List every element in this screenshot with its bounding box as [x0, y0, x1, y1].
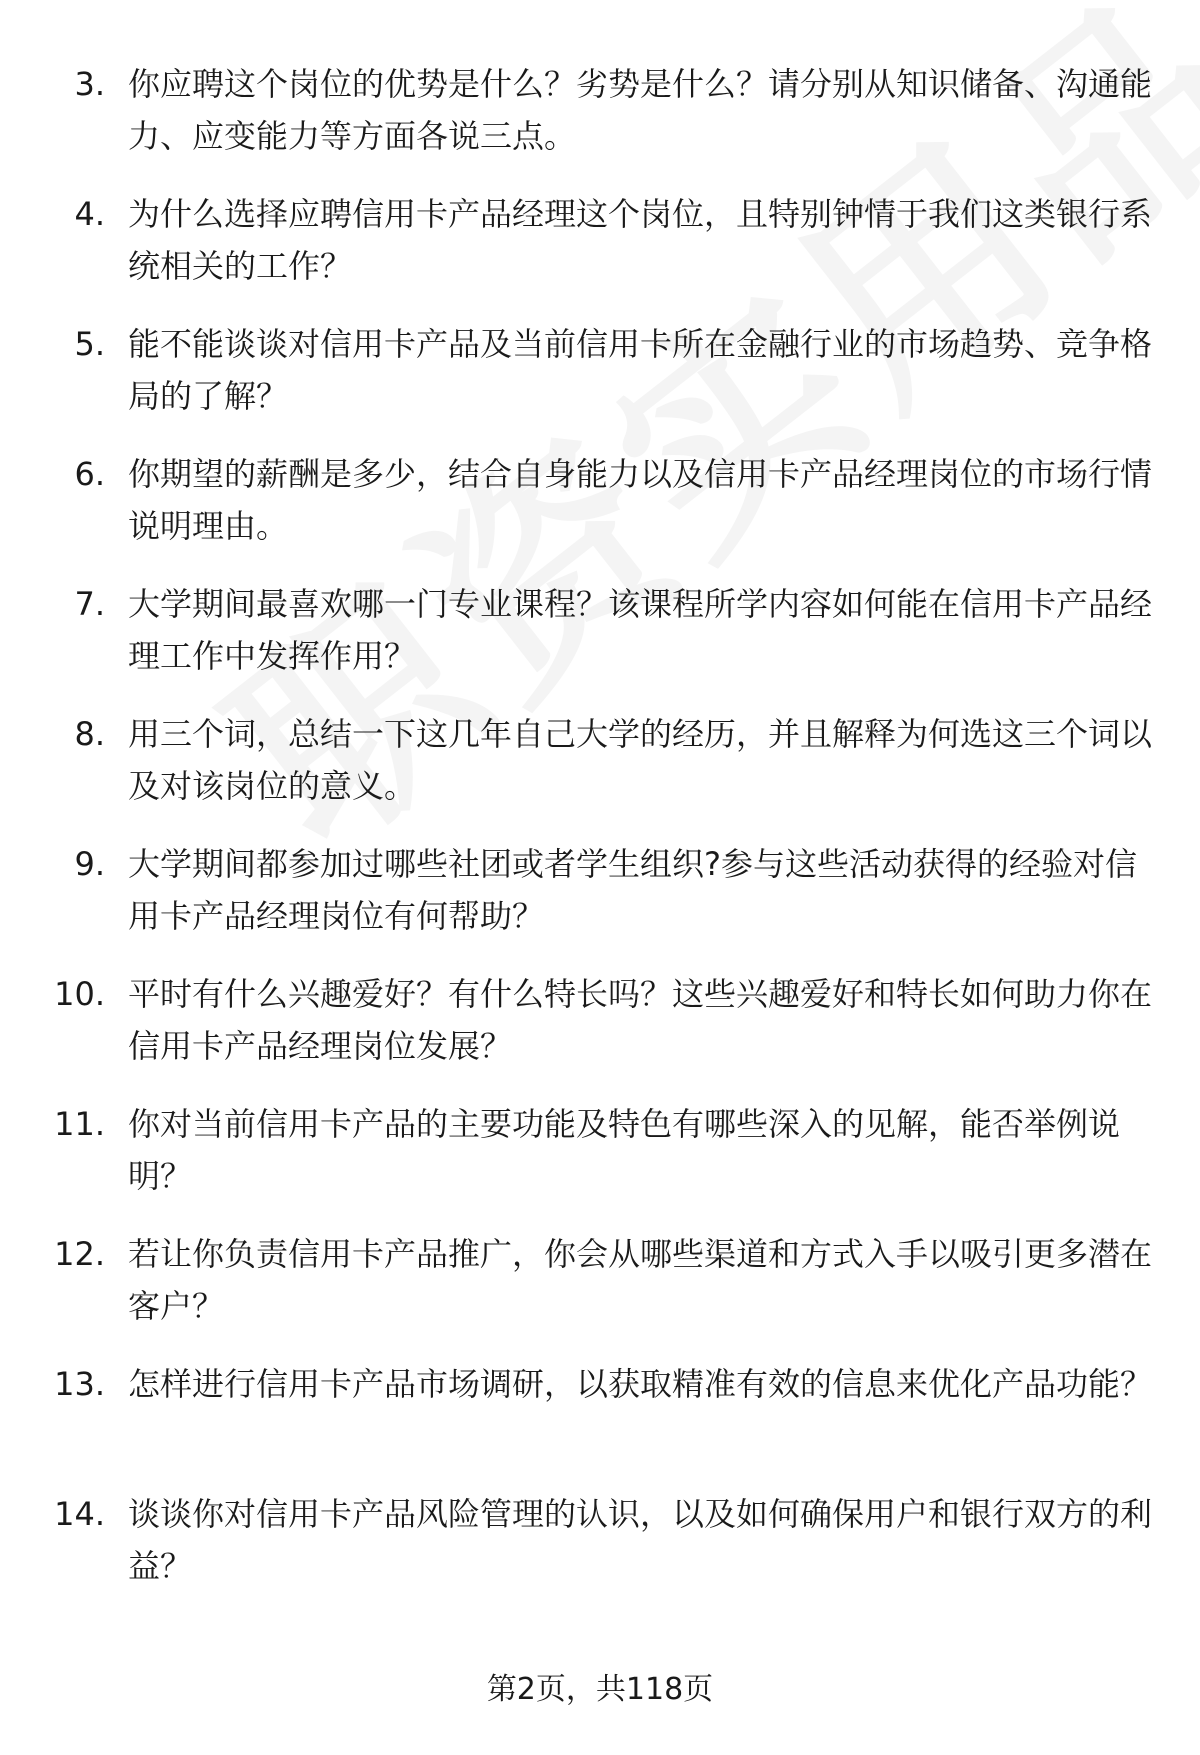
- question-text: 大学期间都参加过哪些社团或者学生组织?参与这些活动获得的经验对信用卡产品经理岗位有何帮助？: [128, 845, 1137, 935]
- question-item: [0, 1488, 1200, 1618]
- question-number: 10.: [54, 975, 105, 1013]
- question-item: [0, 1228, 1200, 1358]
- question-item: [0, 968, 1200, 1098]
- question-text: 能不能谈谈对信用卡产品及当前信用卡所在金融行业的市场趋势、竞争格局的了解？: [128, 325, 1153, 415]
- question-item: [0, 188, 1200, 318]
- question-text: 用三个词，总结一下这几年自己大学的经历，并且解释为何选这三个词以及对该岗位的意义。: [128, 715, 1153, 805]
- question-text: 你对当前信用卡产品的主要功能及特色有哪些深入的见解，能否举例说明？: [128, 1105, 1121, 1195]
- question-item: [0, 838, 1200, 968]
- question-text: 平时有什么兴趣爱好？有什么特长吗？这些兴趣爱好和特长如何助力你在信用卡产品经理岗位发展？: [128, 975, 1153, 1065]
- question-text: 谈谈你对信用卡产品风险管理的认识，以及如何确保用户和银行双方的利益？: [128, 1495, 1153, 1585]
- question-item: [0, 318, 1200, 448]
- question-number: 3.: [74, 65, 105, 103]
- question-text: 你期望的薪酬是多少，结合自身能力以及信用卡产品经理岗位的市场行情说明理由。: [128, 455, 1153, 545]
- question-number: 12.: [54, 1235, 105, 1273]
- question-text: 大学期间最喜欢哪一门专业课程？该课程所学内容如何能在信用卡产品经理工作中发挥作用？: [128, 585, 1153, 675]
- question-item: [0, 1358, 1200, 1488]
- question-number: 4.: [74, 195, 105, 233]
- question-number: 5.: [74, 325, 105, 363]
- question-number: 13.: [54, 1365, 105, 1403]
- question-item: [0, 58, 1200, 188]
- page-footer: 第2页，共118页: [486, 1672, 714, 1707]
- question-text: 为什么选择应聘信用卡产品经理这个岗位，且特别钟情于我们这类银行系统相关的工作？: [128, 195, 1153, 285]
- question-item: [0, 448, 1200, 578]
- question-number: 9.: [74, 845, 105, 883]
- question-number: 6.: [74, 455, 105, 493]
- question-item: [0, 708, 1200, 838]
- question-number: 14.: [54, 1495, 105, 1533]
- question-item: [0, 578, 1200, 708]
- question-item: [0, 1098, 1200, 1228]
- question-text: 怎样进行信用卡产品市场调研，以获取精准有效的信息来优化产品功能？: [128, 1365, 1153, 1403]
- question-list: [0, 58, 1200, 1618]
- question-text: 你应聘这个岗位的优势是什么？劣势是什么？请分别从知识储备、沟通能力、应变能力等方面各说三点。: [128, 65, 1153, 155]
- question-number: 8.: [74, 715, 105, 753]
- question-number: 11.: [54, 1105, 105, 1143]
- question-text: 若让你负责信用卡产品推广，你会从哪些渠道和方式入手以吸引更多潜在客户？: [128, 1235, 1153, 1325]
- question-number: 7.: [74, 585, 105, 623]
